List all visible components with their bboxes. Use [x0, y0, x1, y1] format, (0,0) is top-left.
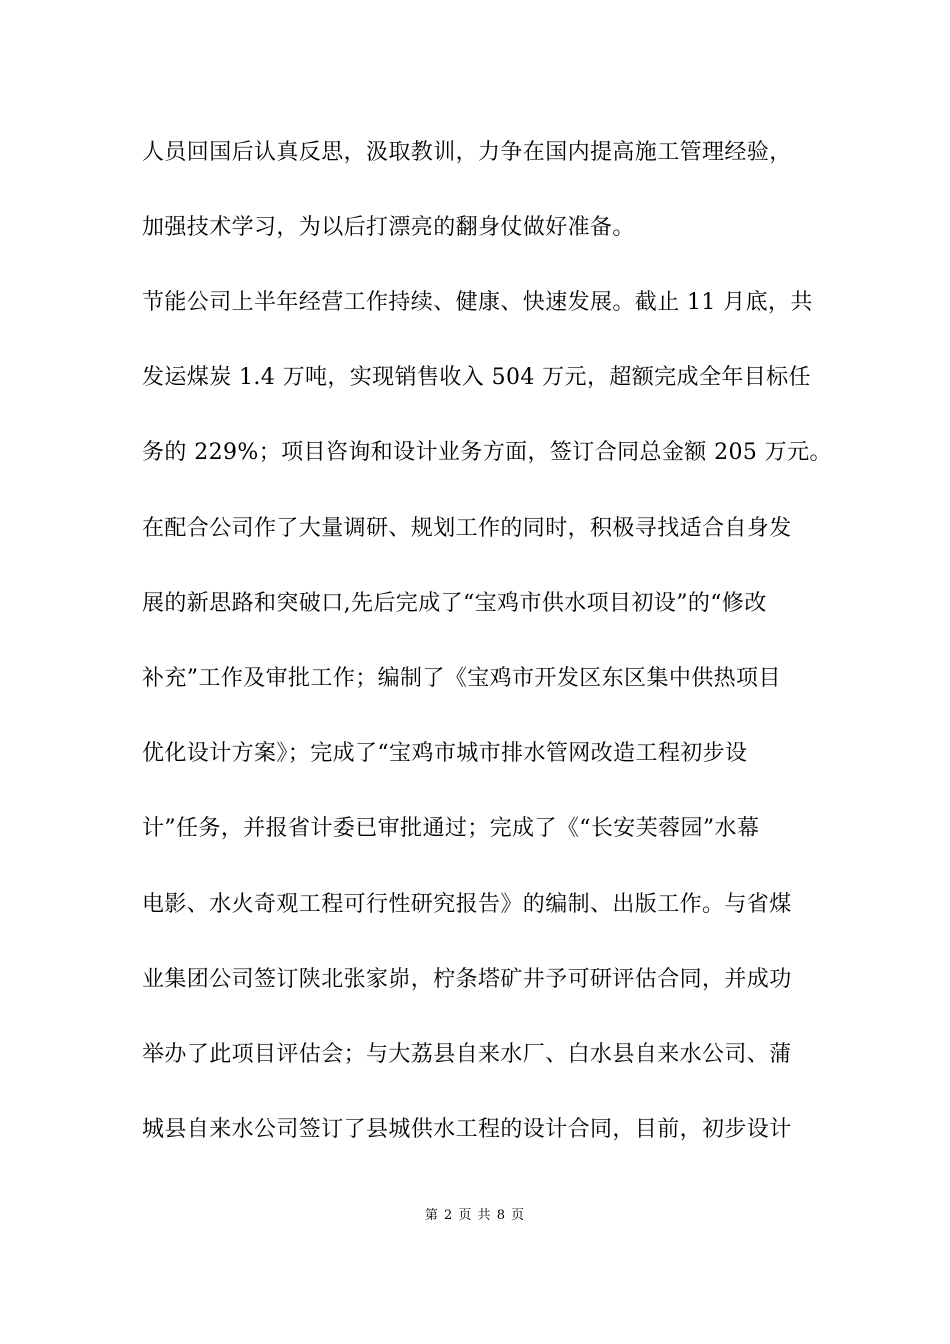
page-number-footer: 第 2 页 共 8 页: [424, 1208, 526, 1223]
text-line: 发运煤炭 1.4 万吨，实现销售收入 504 万元，超额完成全年目标任: [142, 365, 811, 390]
text-line: 业集团公司签订陕北张家峁，柠条塔矿井予可研评估合同，并成功: [142, 967, 792, 992]
text-line: 务的 229%；项目咨询和设计业务方面，签订合同总金额 205 万元。: [142, 440, 832, 465]
text-line: 展的新思路和突破口,先后完成了“宝鸡市供水项目初设”的“修改: [142, 591, 767, 616]
text-line: 举办了此项目评估会；与大荔县自来水厂、白水县自来水公司、蒲: [142, 1042, 792, 1067]
text-line: 电影、水火奇观工程可行性研究报告》的编制、出版工作。与省煤: [142, 892, 792, 917]
text-line: 优化设计方案》；完成了“宝鸡市城市排水管网改造工程初步设: [142, 741, 748, 766]
text-line: 城县自来水公司签订了县城供水工程的设计合同，目前，初步设计: [142, 1117, 792, 1142]
text-line: 人员回国后认真反思，汲取教训，力争在国内提高施工管理经验，: [142, 140, 792, 165]
text-line: 计”任务，并报省计委已审批通过；完成了《“长安芙蓉园”水幕: [142, 816, 760, 841]
text-line: 节能公司上半年经营工作持续、健康、快速发展。截止 11 月底，共: [142, 290, 813, 315]
text-line: 在配合公司作了大量调研、规划工作的同时，积极寻找适合自身发: [142, 516, 792, 541]
text-line: 补充”工作及审批工作；编制了《宝鸡市开发区东区集中供热项目: [142, 666, 781, 691]
text-line: 加强技术学习，为以后打漂亮的翻身仗做好准备。: [142, 215, 635, 240]
